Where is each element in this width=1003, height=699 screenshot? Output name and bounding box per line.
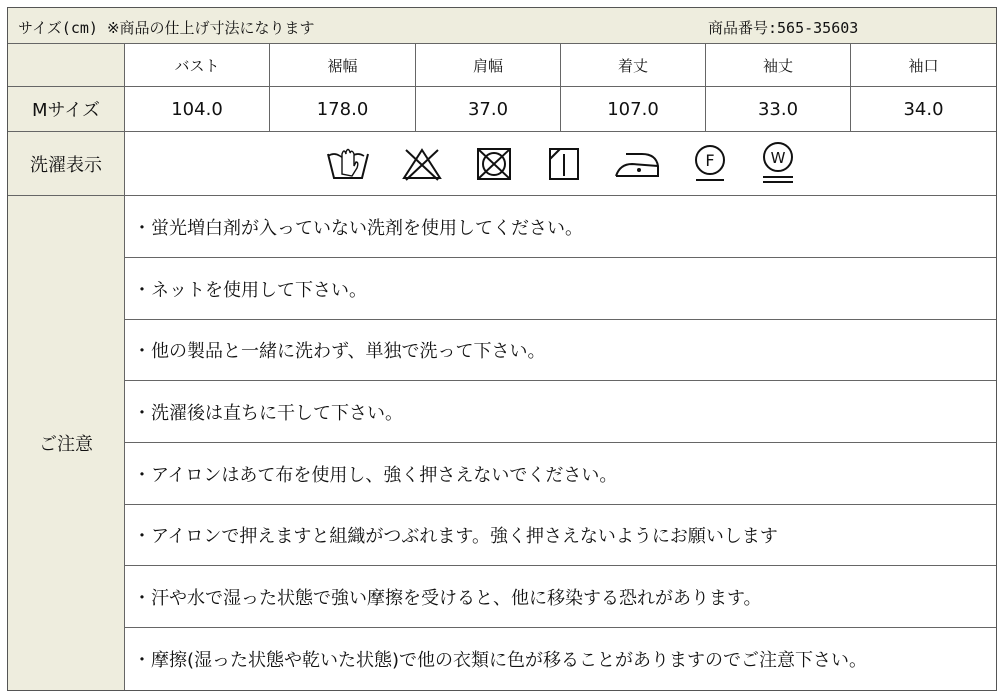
note-item: ・汗や水で湿った状態で強い摩擦を受けると、他に移染する恐れがあります。 — [125, 566, 996, 628]
wet-clean-w-letter: W — [770, 148, 785, 167]
note-item: ・摩擦(湿った状態や乾いた状態)で他の衣類に色が移ることがありますのでご注意下さい。 — [133, 650, 868, 671]
column-shoulder-width: 肩幅 — [416, 44, 561, 87]
header-bar — [8, 8, 996, 44]
no-bleach-icon — [400, 144, 444, 184]
column-sleeve-length: 袖丈 — [706, 44, 851, 87]
row-label-m-size: Mサイズ — [8, 87, 125, 132]
wet-clean-w-icon — [758, 140, 798, 188]
notes-label: ご注意 — [8, 196, 125, 690]
note-item: ・ネットを使用して下さい。 — [125, 258, 996, 320]
note-item: ・アイロンで押えますと組織がつぶれます。強く押さえないようにお願いします — [125, 505, 996, 566]
size-table-corner — [8, 44, 125, 87]
drip-dry-shade-icon — [544, 144, 584, 184]
no-tumble-dry-icon — [472, 144, 516, 184]
column-bust: バスト — [125, 44, 270, 87]
size-care-sheet — [7, 7, 997, 691]
dry-clean-f-letter: F — [704, 150, 715, 170]
note-item: ・蛍光増白剤が入っていない洗剤を使用してください。 — [125, 196, 996, 258]
note-item: ・洗濯後は直ちに干して下さい。 — [125, 381, 996, 443]
size-unit-note: サイズ(cm) ※商品の仕上げ寸法になります — [18, 19, 315, 37]
laundry-label: 洗濯表示 — [8, 132, 125, 196]
value-hem-width: 178.0 — [270, 87, 416, 132]
note-item: ・他の製品と一緒に洗わず、単独で洗って下さい。 — [125, 320, 996, 381]
value-length: 107.0 — [561, 87, 706, 132]
value-cuff: 34.0 — [851, 87, 996, 132]
iron-low-icon — [612, 144, 662, 184]
note-item: ・アイロンはあて布を使用し、強く押さえないでください。 — [125, 443, 996, 505]
value-shoulder-width: 37.0 — [416, 87, 561, 132]
laundry-icons-row — [125, 132, 996, 196]
hand-wash-icon — [324, 144, 372, 184]
product-number: 商品番号:565-35603 — [708, 19, 859, 37]
column-length: 着丈 — [561, 44, 706, 87]
column-hem-width: 裾幅 — [270, 44, 416, 87]
column-cuff: 袖口 — [851, 44, 996, 87]
value-bust: 104.0 — [125, 87, 270, 132]
dry-clean-f-icon — [690, 142, 730, 186]
value-sleeve-length: 33.0 — [706, 87, 851, 132]
